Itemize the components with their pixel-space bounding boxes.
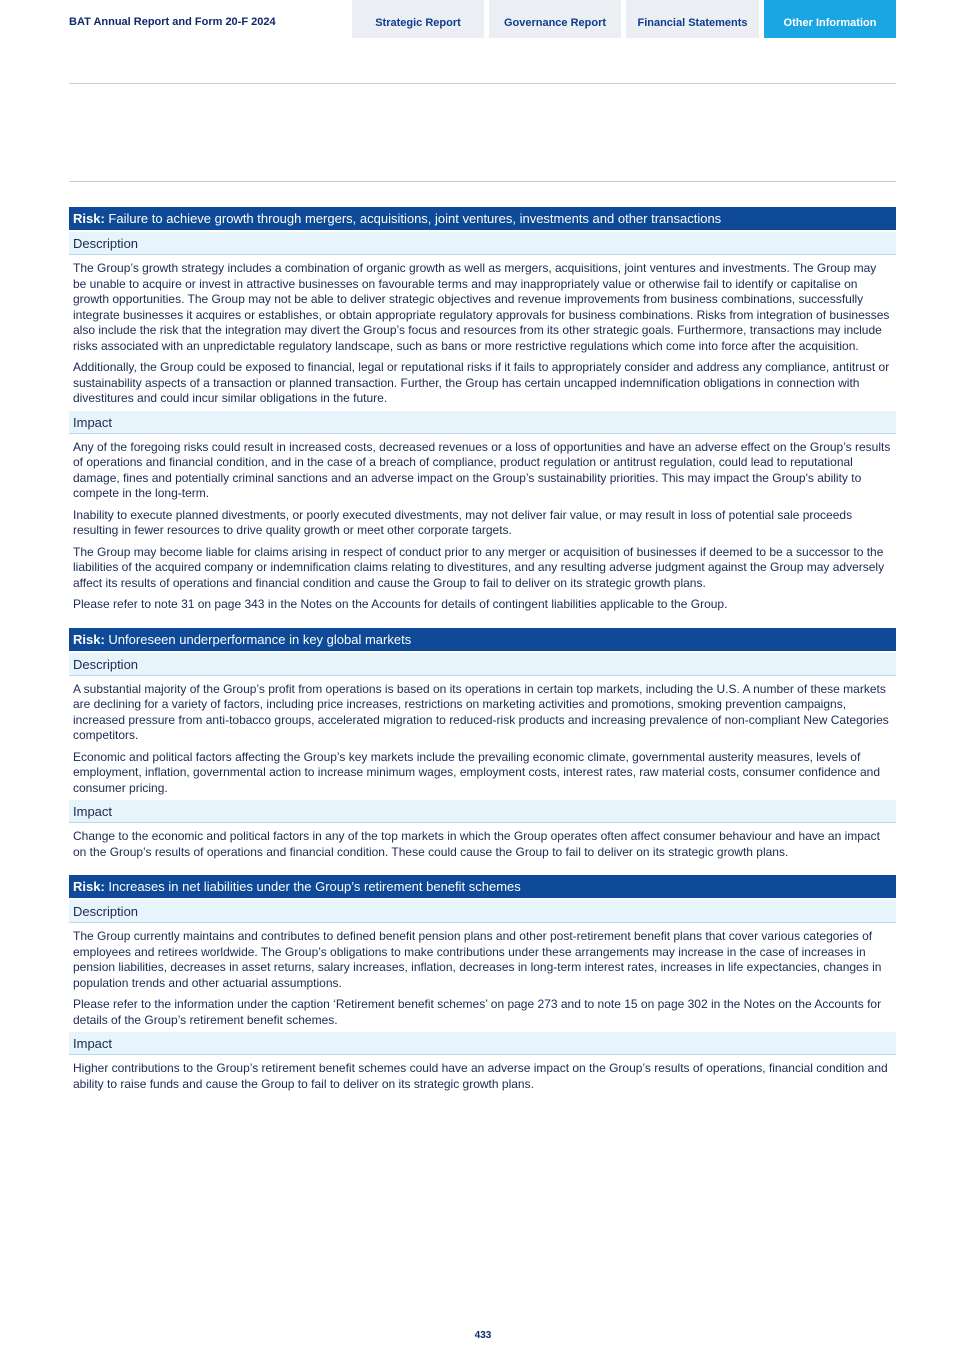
- risk-block-retirement-benefits: [69, 875, 896, 1092]
- tab-strategic-report[interactable]: Strategic Report: [352, 0, 484, 38]
- tab-financial-statements[interactable]: Financial Statements: [626, 0, 759, 38]
- description-paragraph: Please refer to the information under the caption ‘Retirement benefit schemes’ on page 273 and to note 15 on page 302 in the Notes on the Accounts for details of the Group’s retirement benefit schemes.: [73, 997, 882, 1027]
- impact-paragraph: The Group may become liable for claims arising in respect of conduct prior to any merger or acquisition of businesses if deemed to be a successor to the liabilities of the acquired company or indemnification claims relating to divestitures, and any resulting adverse judgment against the Group may adversely affect its results of operations and financial condition and cause the Group to fail to deliver on its strategic growth plans.: [73, 544, 885, 590]
- risk-block-key-markets: [69, 628, 896, 861]
- description-paragraph: Additionally, the Group could be exposed to financial, legal or reputational risks if it fails to appropriately consider and address any compliance, antitrust or sustainability aspects of a transaction or planned transaction. Further, the Group has certain uncapped indemnification obligations in connection with divestitures and could incur similar obligations in the future.: [73, 360, 890, 405]
- impact-heading: Impact: [69, 800, 896, 823]
- tab-governance-report[interactable]: Governance Report: [489, 0, 621, 38]
- description-paragraph: The Group’s growth strategy includes a combination of organic growth as well as mergers, acquisitions, joint ventures and investments. The Group may be unable to acquire or invest in attractive businesses on favourable terms and may inappropriately value or otherwise fail to identify or capitalise on growth opportunities. The Group may not be able to deliver strategic objectives and revenue improvements from business combinations, successfully integrate businesses it acquires or establishes, or obtain appropriate regulatory approvals for business combinations. Risks from integration of businesses also include the risk that the integration may divert the Group’s focus and resources from its other strategic goals. Furthermore, transactions may include risks associated with an unpredictable regulatory landscape, such as bans or more restrictive regulations which come into force after the acquisition.: [73, 261, 890, 353]
- risk-heading: [69, 875, 896, 898]
- risk-heading: [69, 207, 896, 230]
- description-paragraph: A substantial majority of the Group’s profit from operations is based on its operations in certain top markets, including the U.S. A number of these markets are declining for a variety of factors, including price increases, restrictions on marketing activities and promotions, smoking prevention campaigns, increased pressure from anti-tobacco groups, accelerated migration to reduced-risk products and increasing prevalence of non-compliant New Categories competitors.: [73, 681, 889, 742]
- description-paragraph: The Group currently maintains and contributes to defined benefit pension plans and other post-retirement benefit plans that cover various categories of employees and retirees worldwide. The Group’s obligations to make contributions under these arrangements may increase in the case of increases in pension liabilities, decreases in asset returns, salary increases, inflation, decreases in long-term interest rates, increases in life expectancies, changes in population trends and other actuarial assumptions.: [73, 929, 882, 990]
- impact-heading: Impact: [69, 1032, 896, 1055]
- impact-paragraph: Higher contributions to the Group’s retirement benefit schemes could have an adverse impact on the Group’s results of operations, financial condition and ability to raise funds and cause the Group to fail to deliver on its strategic growth plans.: [73, 1061, 888, 1091]
- risk-heading: [69, 628, 896, 651]
- risk-content: [69, 207, 896, 1107]
- tab-other-information[interactable]: Other Information: [764, 0, 896, 38]
- risk-title: Unforeseen underperformance in key global markets: [108, 631, 412, 647]
- risk-title: Failure to achieve growth through mergers, acquisitions, joint ventures, investments and other transactions: [108, 211, 722, 226]
- divider-bottom: [69, 181, 896, 182]
- document-title: BAT Annual Report and Form 20-F 2024: [69, 16, 276, 28]
- risk-title: Increases in net liabilities under the Group’s retirement benefit schemes: [108, 879, 521, 894]
- risk-prefix: Risk:: [73, 631, 105, 647]
- impact-paragraph: Change to the economic and political factors in any of the top markets in which the Group operates often affect consumer behaviour and have an impact on the Group’s results of operations and financial condition. These could cause the Group to fail to deliver on its strategic growth plans.: [73, 829, 880, 859]
- description-paragraph: Economic and political factors affecting the Group’s key markets include the prevailing economic climate, governmental austerity measures, levels of employment, inflation, governmental action to increase minimum wages, employment costs, interest rates, raw material costs, consumer confidence and consumer pricing.: [73, 749, 881, 795]
- impact-heading: Impact: [69, 411, 896, 434]
- risk-prefix: Risk:: [73, 879, 105, 894]
- page-number: 433: [474, 1330, 492, 1341]
- risk-block-mergers: [69, 207, 896, 613]
- risk-prefix: Risk:: [73, 211, 105, 226]
- page-header: [0, 0, 966, 40]
- impact-paragraph: Please refer to note 31 on page 343 in the Notes on the Accounts for details of contingent liabilities applicable to the Group.: [73, 597, 728, 611]
- description-heading: Description: [69, 653, 896, 676]
- description-heading: Description: [69, 900, 896, 923]
- impact-paragraph: Any of the foregoing risks could result in increased costs, decreased revenues or a loss of opportunities and have an adverse effect on the Group’s results of operations and financial condition, and in the case of a breach of compliance, product regulation or antitrust regulation, could lead to reputational damage, fines and potentially criminal sanctions and an adverse impact on the Group’s sustainability priorities. This may impact the Group's ability to compete in the long-term.: [73, 439, 891, 500]
- impact-paragraph: Inability to execute planned divestments, or poorly executed divestments, may not deliver fair value, or may result in loss of potential sale proceeds resulting in fewer resources to drive quality growth or meet other corporate targets.: [73, 507, 853, 537]
- description-heading: Description: [69, 232, 896, 255]
- divider-top: [69, 83, 896, 84]
